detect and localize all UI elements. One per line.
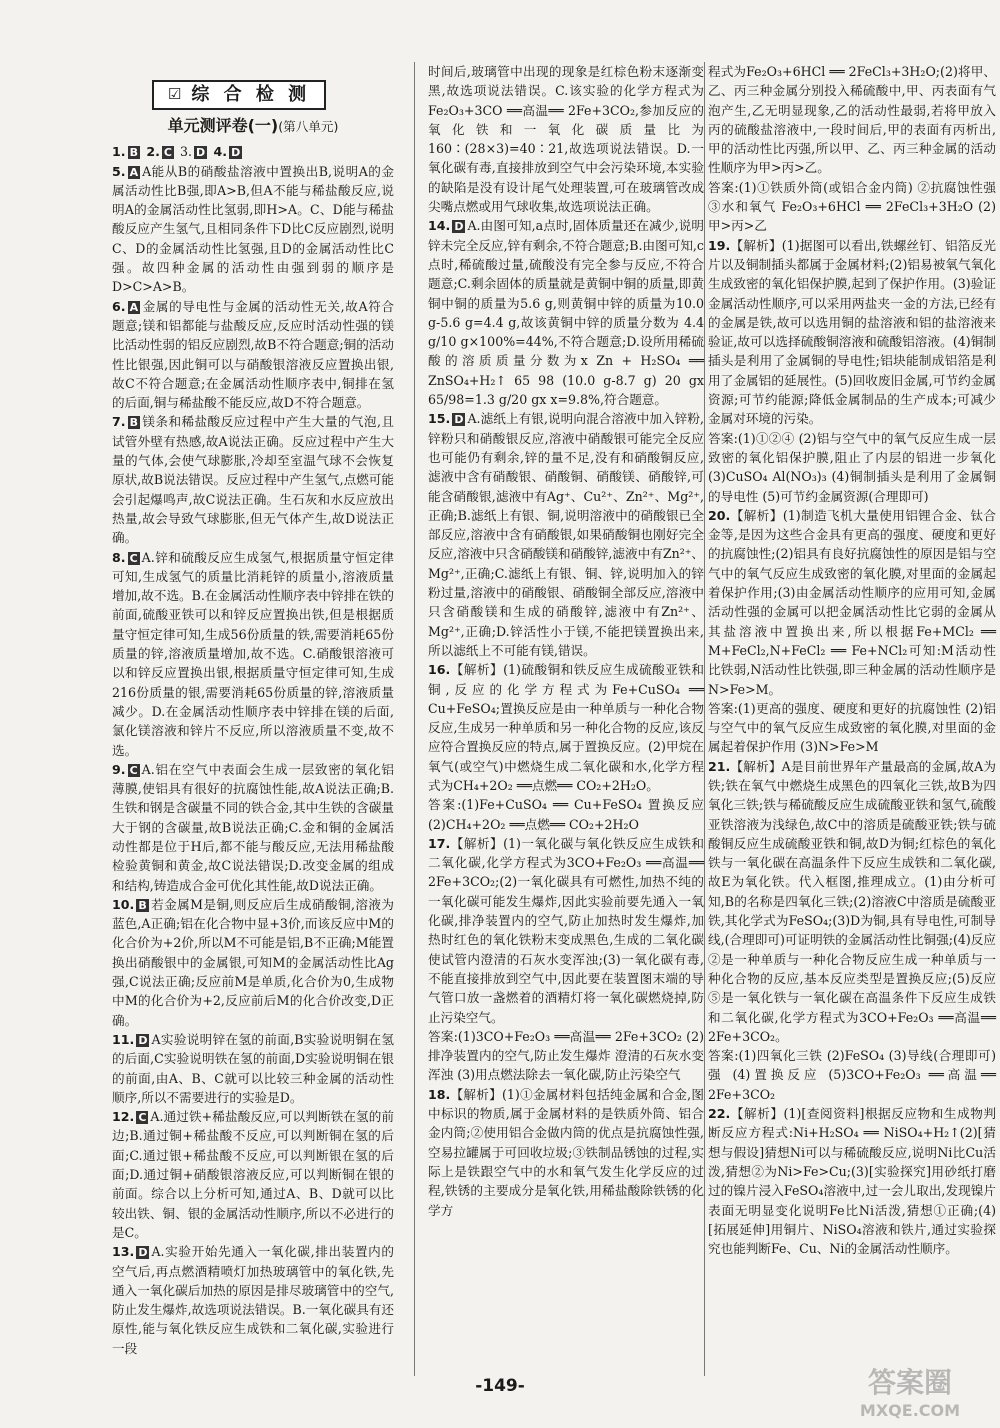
answer-item <box>428 1085 704 1220</box>
answer-item <box>708 506 996 699</box>
answer-item <box>112 297 394 413</box>
answer-text: 答案:(1)①铁质外筒(或铝合金内筒) ②抗腐蚀性强 ③水和氧气 Fe₂O₃+6HCl ══ 2FeCl₃+3H₂O (2)甲>丙>乙 <box>708 179 996 234</box>
answer-option-badge: B <box>138 898 147 912</box>
question-number: 8. <box>112 549 126 565</box>
watermark-logo <box>830 1360 990 1422</box>
column-2 <box>428 62 704 1220</box>
answer-item <box>708 429 996 506</box>
question-number: 2. <box>141 144 160 160</box>
answer-item <box>112 1107 394 1242</box>
unit-title-text: 单元测评卷(一) <box>167 116 279 135</box>
answer-item <box>112 412 394 547</box>
watermark-url: MXQE.COM <box>859 1401 961 1420</box>
answer-option-badge: D <box>138 1033 148 1047</box>
answer-item <box>708 699 996 757</box>
answer-text: A实验说明锌在氢的前面,B实验说明铜在氢的后面,C实验说明铁在氢的前面,D实验说明铜在银的前面,由A、B、C就可以比较三种金属的活动性顺序,所以不需要进行的实验是D。 <box>112 1031 394 1105</box>
answer-option-badge: A <box>129 165 139 179</box>
question-number: 20. <box>708 507 731 523</box>
answer-item <box>112 142 394 161</box>
question-number: 10. <box>112 896 135 912</box>
answer-text: A.通过铁+稀盐酸反应,可以判断铁在氢的前边;B.通过铜+稀盐酸不反应,可以判断铜在氢的后面;C.通过银+稀盐酸不反应,可以判断银在氢的后面;D.通过铜+硝酸银溶液反应,可以判断铜在银的前面。综合以上分析可知,通过A、B、D就可以比较出铁、铜、银的金属活动性顺序,所以不必进行的是C。 <box>112 1109 394 1240</box>
answer-item <box>428 795 704 834</box>
answer-text: 【解析】(1)一氧化碳与氧化铁反应生成铁和二氧化碳,化学方程式为3CO+Fe₂O₃ ══高温══ 2Fe+3CO₂;(2)一氧化碳具有可燃性,加热不纯的一氧化碳可能发生爆炸,因此实验前要先通入一氧化碳,排净装置内的空气,防止加热时发生爆炸,加热时红色的氧化铁粉末变成黑色,生成的二氧化碳使试管内澄清的石灰水变浑浊;(3)一氧化碳有毒,不能直接排放到空气中,因此要在装置图末端的导气管口放一盏燃着的酒精灯将一氧化碳燃烧掉,防止污染空气。 <box>428 835 704 1025</box>
answer-text: 镁条和稀盐酸反应过程中产生大量的气泡,且试管外壁有热感,故A说法正确。反应过程中产生大量的气体,会使气球膨胀,冷却至室温气球不会恢复原状,故B说法错误。反应过程中产生氢气,点燃可能会引起爆鸣声,故C说法正确。生石灰和水反应放出热量,故会导致气球膨胀,但无气体产生,故D说法正确。 <box>112 414 394 546</box>
answer-item <box>112 162 394 297</box>
question-number: 16. <box>428 662 451 678</box>
answer-item <box>428 409 704 660</box>
answer-text: 时间后,玻璃管中出现的现象是红棕色粉末逐渐变黑,故选项说法错误。C.该实验的化学方程式为Fe₂O₃+3CO ══高温══ 2Fe+3CO₂,参加反应的氧化铁和一氧化碳质量比为160∶(28×3)=40∶21,故选项说法错误。D.一氧化碳有毒,直接排放到空气中会污染环境,本实验的缺陷是没有设计尾气处理装置,可在玻璃管改成尖嘴点燃或用气球收集,故选项说法正确。 <box>428 64 704 215</box>
question-number: 17. <box>428 835 451 851</box>
answer-text: 答案:(1)更高的强度、硬度和更好的抗腐蚀性 (2)铝与空气中的氧气反应生成致密的氧化膜,对里面的金属起着保护作用 (3)N>Fe>M <box>708 700 996 755</box>
answer-item <box>428 216 704 409</box>
answer-text: 金属的导电性与金属的活动性无关,故A符合题意;镁和铝都能与盐酸反应,反应时活动性强的镁比活动性弱的铝反应剧烈,故B不符合题意;铜的活动性比银强,因此铜可以与硝酸银溶液反应置换出银,故C不符合题意;在金属活动性顺序表中,铜排在氢的后面,铜与稀盐酸不能反应,故D不符合题意。 <box>112 298 394 411</box>
answer-item <box>112 760 394 895</box>
answer-text: 3. <box>175 144 192 160</box>
answer-text: A能从B的硝酸盐溶液中置换出B,说明A的金属活动性比B强,即A>B,但A不能与稀盐酸反应,说明A的金属活动性比氢弱,即H>A。C、D能与稀盐酸反应产生氢气,且相同条件下D比C反应剧烈,说明C、D的金属活动性比氢强,且D的金属活动性比C强。故四种金属的活动性由强到弱的顺序是D>C>A>B。 <box>112 163 394 295</box>
question-number: 21. <box>708 758 731 774</box>
answer-item <box>708 1046 996 1104</box>
column-2-body <box>428 62 704 1220</box>
question-number: 14. <box>428 218 451 234</box>
question-number: 13. <box>112 1244 135 1260</box>
answer-item <box>112 548 394 760</box>
answer-item <box>708 178 996 236</box>
column-3-body <box>708 62 996 1258</box>
answer-option-badge: C <box>138 1111 147 1125</box>
answer-item <box>112 895 394 1030</box>
answer-text: A.由图可知,a点时,固体质量还在减少,说明锌未完全反应,锌有剩余,不符合题意;B.由图可知,c点时,稀硫酸过量,硫酸没有完全参与反应,不符合题意;C.剩余固体的质量就是黄铜中铜的质量,即黄铜中铜的质量为5.6 g,则黄铜中锌的质量为10.0 g-5.6 g=4.4 g,故该黄铜中锌的质量分数为 4.4 g/10 g×100%=44%,不符合题意;D.设所用稀硫酸的溶质质量分数为x Zn + H₂SO₄ ══ ZnSO₄+H₂↑ 65 98 (10.0 g-8.7 g) 20 gx 65/98=1.3 g/20 gx x=9.8%,符合题意。 <box>428 218 704 408</box>
answer-option-badge: C <box>163 146 172 160</box>
answer-text: A.实验开始先通入一氧化碳,排出装置内的空气后,再点燃酒精喷灯加热玻璃管中的氧化铁,先通入一氧化碳后加热的原因是排尽玻璃管中的空气,防止发生爆炸,故选项说法错误。B.一氧化碳具有还原性,能与氧化铁反应生成铁和二氧化碳,实验进行一段 <box>112 1244 394 1356</box>
answer-option-badge: A <box>129 300 139 314</box>
answer-text: 答案:(1)①②④ (2)铝与空气中的氧气反应生成一层致密的氧化铝保护膜,阻止了内层的铝进一步氧化 (3)CuSO₄ Al(NO₃)₃ (4)铜制插头是利用了金属铜的导电性 (5)可节约金属资源(合理即可) <box>708 430 996 504</box>
answer-item <box>708 757 996 1046</box>
column-divider <box>704 62 705 1376</box>
question-number: 6. <box>112 298 126 314</box>
question-number: 11. <box>112 1031 135 1047</box>
answer-text: 【解析】(1)①金属材料包括纯金属和合金,图中标识的物质,属于金属材料的是铁质外筒、铝合金内筒;②使用铝合金做内筒的优点是抗腐蚀性强,空易拉罐属于可回收垃圾;③铁制品锈蚀的过程,实际上是铁跟空气中的水和氧气发生化学反应的过程,铁锈的主要成分是氧化铁,用稀盐酸除铁锈的化学方 <box>428 1086 704 1218</box>
watermark-text: 答案圈 <box>867 1366 953 1399</box>
answer-text: 【解析】(1)制造飞机大量使用铝锂合金、钛合金等,是因为这些合金具有更高的强度、硬度和更好的抗腐蚀性;(2)铝具有良好抗腐蚀性的原因是铝与空气中的氧气反应生成致密的氧化膜,对里面的金属起着保护作用;(3)由金属活动性顺序的应用可知,金属活动性强的金属可以把金属活动性比它弱的金属从其盐溶液中置换出来,所以根据Fe+MCl₂ ══ M+FeCl₂,N+FeCl₂ ══ Fe+NCl₂可知:M活动性比铁弱,N活动性比铁强,即三种金属的活动性顺序是N>Fe>M。 <box>708 507 996 697</box>
answer-item <box>708 236 996 429</box>
answer-option-badge: C <box>129 551 138 565</box>
answer-text: 答案:(1)四氧化三铁 (2)FeSO₄ (3)导线(合理即可) 强 (4)置换反应 (5)3CO+Fe₂O₃ ══高温══ 2Fe+3CO₂ <box>708 1048 996 1102</box>
answer-item <box>428 62 704 216</box>
answer-item <box>708 62 996 178</box>
column-1 <box>112 62 394 1358</box>
section-title-text: 综 合 检 测 <box>191 84 311 106</box>
answer-text: 【解析】(1)[查阅资料]根据反应物和生成物判断反应方程式:Ni+H₂SO₄ ══ NiSO₄+H₂↑(2)[猜想与假设]猜想Ni可以与稀硫酸反应,说明Ni比Cu活泼,猜想②为Ni>Fe>Cu;(3)[实验探究]用砂纸打磨过的镍片浸入FeSO₄溶液中,过一会儿取出,发现镍片表面无明显变化说明Fe比Ni活泼,猜想①正确;(4)[拓展延伸]用铜片、NiSO₄溶液和铁片,通过实验探究也能判断Fe、Cu、Ni的金属活动性顺序。 <box>708 1106 996 1257</box>
question-number: 9. <box>112 761 126 777</box>
answer-option-badge: D <box>196 146 206 160</box>
answer-text: A.锌和硫酸反应生成氢气,根据质量守恒定律可知,生成氢气的质量比消耗锌的质量小,溶液质量增加,故不选。B.在金属活动性顺序表中锌排在铁的前面,硫酸亚铁可以和锌反应置换出铁,但是根据质量守恒定律可知,生成56份质量的铁,需要消耗65份质量的锌,溶液质量增加,故不选。C.硝酸银溶液可以和锌反应置换出银,根据质量守恒定律可知,生成216份质量的银,需要消耗65份质量的锌,溶液质量减少。D.在金属活动性顺序表中锌排在镁的后面,氯化镁溶液和锌片不反应,所以溶液质量不变,故不选。 <box>112 549 394 758</box>
answer-text: 答案:(1)Fe+CuSO₄ ══ Cu+FeSO₄ 置换反应 (2)CH₄+2O₂ ══点燃══ CO₂+2H₂O <box>428 797 704 832</box>
answer-option-badge: D <box>231 146 241 160</box>
answer-option-badge: B <box>129 416 138 430</box>
answer-option-badge: D <box>454 413 464 427</box>
question-number: 22. <box>708 1106 731 1122</box>
checkbox-icon: ☑ <box>167 85 186 104</box>
answer-option-badge: B <box>129 146 138 160</box>
question-number: 19. <box>708 237 731 253</box>
column-3 <box>708 62 996 1258</box>
answer-item <box>428 834 704 1027</box>
section-title <box>152 80 326 110</box>
answer-item <box>708 1104 996 1258</box>
unit-subtitle: (第八单元) <box>278 119 339 134</box>
answer-text: 程式为Fe₂O₃+6HCl ══ 2FeCl₃+3H₂O;(2)将甲、乙、丙三种金属分别投入稀硫酸中,甲、丙表面有气泡产生,乙无明显现象,乙的活动性最弱,若将甲放入丙的硫酸盐溶液中,一段时间后,甲的表面有丙析出,甲的活动性比丙强,所以甲、乙、丙三种金属的活动性顺序为甲>丙>乙。 <box>708 64 996 176</box>
question-number: 12. <box>112 1109 135 1125</box>
answer-item <box>428 1027 704 1085</box>
column-1-body <box>112 142 394 1358</box>
answer-item <box>112 1242 394 1358</box>
question-number: 15. <box>428 411 451 427</box>
answer-text: 【解析】(1)硫酸铜和铁反应生成硫酸亚铁和铜,反应的化学方程式为Fe+CuSO₄ ══ Cu+FeSO₄;置换反应是由一种单质与一种化合物反应,生成另一种单质和另一种化合物的反应,该反应符合置换反应的特点,属于置换反应。(2)甲烷在氧气(或空气)中燃烧生成二氧化碳和水,化学方程式为CH₄+2O₂ ══点燃══ CO₂+2H₂O。 <box>428 662 704 793</box>
question-number: 7. <box>112 414 126 430</box>
page-number: -149- <box>475 1376 525 1396</box>
question-number: 5. <box>112 163 126 179</box>
question-number: 4. <box>209 144 228 160</box>
answer-option-badge: C <box>129 763 138 777</box>
answer-text: 【解析】(1)据图可以看出,铁螺丝钉、铝箔反光片以及铜制插头都属于金属材料;(2)铝易被氧气氧化生成致密的氧化铝保护膜,起到了保护作用。(3)验证金属活动性顺序,可以采用两盐夹一金的方法,已经有的金属是铁,故可以选用铜的盐溶液和铝的盐溶液来验证,故可以选择硫酸铜溶液和硫酸铝溶液。(4)铜制插头是利用了金属铜的导电性;铝块能制成铝箔是利用了金属铝的延展性。(5)回收废旧金属,可节约金属资源;可节约能源;降低金属制品的生产成本;可减少金属对环境的污染。 <box>708 237 996 427</box>
answer-option-badge: D <box>138 1246 148 1260</box>
column-divider <box>414 62 415 1376</box>
answer-option-badge: D <box>454 220 464 234</box>
answer-text: A.滤纸上有银,说明向混合溶液中加入锌粉,锌粉只和硝酸银反应,溶液中硝酸银可能完全反应也可能仍有剩余,锌的量不足,没有和硝酸铜反应,滤液中含有硝酸银、硝酸铜、硝酸镁、硝酸锌,可能含硝酸银,滤液中有Ag⁺、Cu²⁺、Zn²⁺、Mg²⁺,正确;B.滤纸上有银、铜,说明溶液中的硝酸银已全部反应,溶液中含有硝酸银,如果硝酸铜也刚好完全反应,溶液中只含硝酸镁和硝酸锌,滤液中有Zn²⁺、Mg²⁺,正确;C.滤纸上有银、铜、锌,说明加入的锌粉过量,溶液中的硝酸银、硝酸铜全部反应,溶液中只含硝酸镁和生成的硝酸锌,滤液中有Zn²⁺、Mg²⁺,正确;D.锌活性小于镁,不能把镁置换出来,所以滤纸上不可能有镁,错误。 <box>428 411 704 658</box>
answer-item <box>428 660 704 795</box>
answer-text: 答案:(1)3CO+Fe₂O₃ ══高温══ 2Fe+3CO₂ (2)排净装置内的空气,防止发生爆炸 澄清的石灰水变浑浊 (3)用点燃法除去一氧化碳,防止污染空气 <box>428 1028 704 1083</box>
question-number: 1. <box>112 144 126 160</box>
answer-item <box>112 1030 394 1107</box>
question-number: 18. <box>428 1086 451 1102</box>
answer-text: 【解析】A是目前世界年产量最高的金属,故A为铁;铁在氧气中燃烧生成黑色的四氧化三铁,故B为四氧化三铁;铁与稀硫酸反应生成硫酸亚铁和氢气,硫酸亚铁溶液为浅绿色,故C中的溶质是硫酸亚铁;铁与硫酸铜反应生成硫酸亚铁和铜,故D为铜;红棕色的氧化铁与一氧化碳在高温条件下反应生成铁和二氧化碳,故E为氧化铁。代入框图,推理成立。(1)由分析可知,B的名称是四氧化三铁;(2)溶液C中溶质是硫酸亚铁,其化学式为FeSO₄;(3)D为铜,具有导电性,可制导线,(合理即可)可证明铁的金属活动性比铜强;(4)反应②是一种单质与一种化合物反应生成一种单质与一种化合物的反应,基本反应类型是置换反应;(5)反应⑤是一氧化铁与一氧化碳在高温条件下反应生成铁和二氧化碳,化学方程式为3CO+Fe₂O₃ ══高温══ 2Fe+3CO₂。 <box>708 758 996 1044</box>
answer-text: A.铝在空气中表面会生成一层致密的氧化铝薄膜,使铝具有很好的抗腐蚀性能,故A说法正确;B.生铁和钢是含碳量不同的铁合金,其中生铁的含碳量大于钢的含碳量,故B说法正确;C.金和铜的金属活动性都是位于H后,都不能与酸反应,无法用稀盐酸检验黄铜和黄金,故C说法错误;D.改变金属的组成和结构,铸造成合金可优化其性能,故D说法正确。 <box>112 761 394 893</box>
unit-title <box>112 116 394 136</box>
answer-text: 若金属M是铜,则反应后生成硝酸铜,溶液为蓝色,A正确;铝在化合物中显+3价,而该反应中M的化合价为+2价,所以M不可能是铝,B不正确;M能置换出硝酸银中的金属银,可知M的金属活动性比Ag强,C说法正确;反应前M是单质,化合价为0,生成物中M的化合价为+2,反应前后M的化合价改变,D正确。 <box>112 896 394 1028</box>
